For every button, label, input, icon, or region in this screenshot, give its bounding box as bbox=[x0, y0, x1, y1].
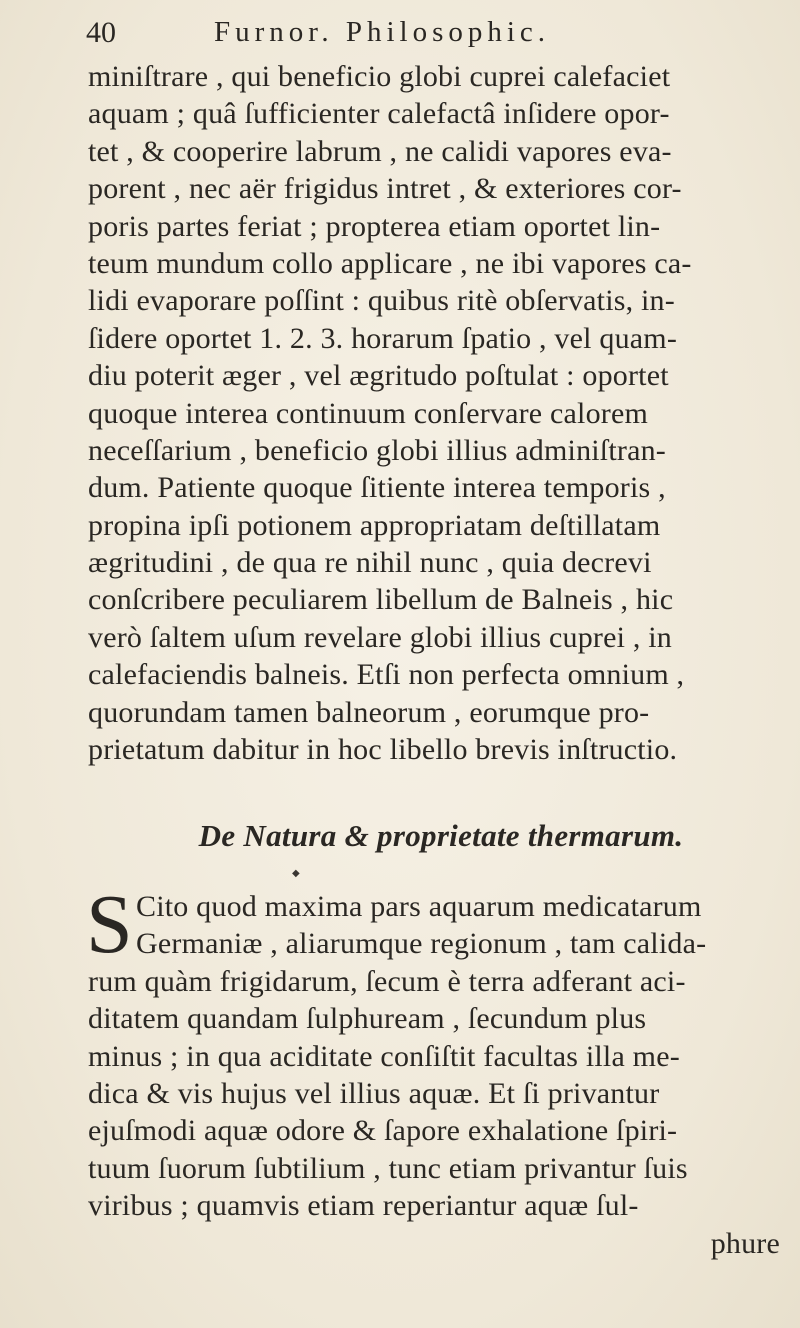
text-line: ſidere oportet 1. 2. 3. horarum ſpatio , vel quam- bbox=[88, 321, 678, 355]
text-line: teum mundum collo applicare , ne ibi vapores ca- bbox=[88, 246, 692, 280]
text-line: verò ſaltem uſum revelare globi illius cuprei , in bbox=[88, 620, 672, 654]
text-line: ægritudini , de qua re nihil nunc , quia decrevi bbox=[88, 546, 652, 580]
page-header bbox=[86, 12, 786, 52]
text-line: ejuſmodi aquæ odore & ſapore exhalatione ſpiri- bbox=[88, 1114, 678, 1148]
catchword: phure bbox=[710, 1226, 780, 1260]
text-line: conſcribere peculiarem libellum de Balneis , hic bbox=[88, 583, 674, 617]
paragraph-2 bbox=[86, 878, 794, 1262]
section-heading: De Natura & proprietate thermarum. bbox=[198, 818, 684, 853]
text-line: quorundam tamen balneorum , eorumque pro- bbox=[88, 695, 650, 729]
text-line: lidi evaporare poſſint : quibus ritè obſervatis, in- bbox=[88, 284, 675, 318]
text-line: minus ; in qua aciditate conſiſtit facultas illa me- bbox=[88, 1039, 680, 1073]
text-line: dica & vis hujus vel illius aquæ. Et ſi privantur bbox=[88, 1076, 660, 1110]
text-line: ditatem quandam ſulphuream , ſecundum plus bbox=[88, 1002, 647, 1036]
text-line: miniſtrare , qui beneficio globi cuprei calefaciet bbox=[88, 60, 671, 93]
text-line: tet , & cooperire labrum , ne calidi vapores eva- bbox=[88, 134, 672, 168]
page-number: 40 bbox=[86, 16, 116, 49]
text-line: viribus ; quamvis etiam reperiantur aquæ ſul- bbox=[88, 1189, 639, 1223]
text-line: propina ipſi potionem appropriatam deſtillatam bbox=[88, 508, 661, 542]
drop-cap: S bbox=[86, 878, 133, 971]
text-line: Germaniæ , aliarumque regionum , tam calida- bbox=[136, 927, 707, 961]
text-line: diu poterit æger , vel ægritudo poſtulat : oportet bbox=[88, 359, 669, 393]
paragraph-1 bbox=[88, 58, 794, 768]
text-line: tuum ſuorum ſubtilium , tunc etiam privantur ſuis bbox=[88, 1151, 688, 1185]
text-line: dum. Patiente quoque ſitiente interea temporis , bbox=[88, 471, 666, 505]
running-head: Furnor. Philosophic. bbox=[214, 16, 551, 48]
ornament-mark: ◆ bbox=[292, 868, 300, 879]
text-line: neceſſarium , beneficio globi illius adminiſtran- bbox=[88, 433, 666, 467]
text-line: rum quàm frigidarum, ſecum è terra adferant aci- bbox=[88, 964, 686, 998]
text-line: porent , nec aër frigidus intret , & exteriores cor- bbox=[88, 172, 682, 206]
text-line: Cito quod maxima pars aquarum medicatarum bbox=[136, 890, 702, 923]
text-line: quoque interea continuum conſervare calorem bbox=[88, 396, 649, 430]
text-line: calefaciendis balneis. Etſi non perfecta omnium , bbox=[88, 658, 685, 692]
text-line: aquam ; quâ ſufficienter calefactâ inſidere opor- bbox=[88, 97, 670, 131]
text-line: prietatum dabitur in hoc libello brevis inſtructio. bbox=[88, 733, 678, 767]
text-line: poris partes feriat ; propterea etiam oportet lin- bbox=[88, 209, 661, 243]
